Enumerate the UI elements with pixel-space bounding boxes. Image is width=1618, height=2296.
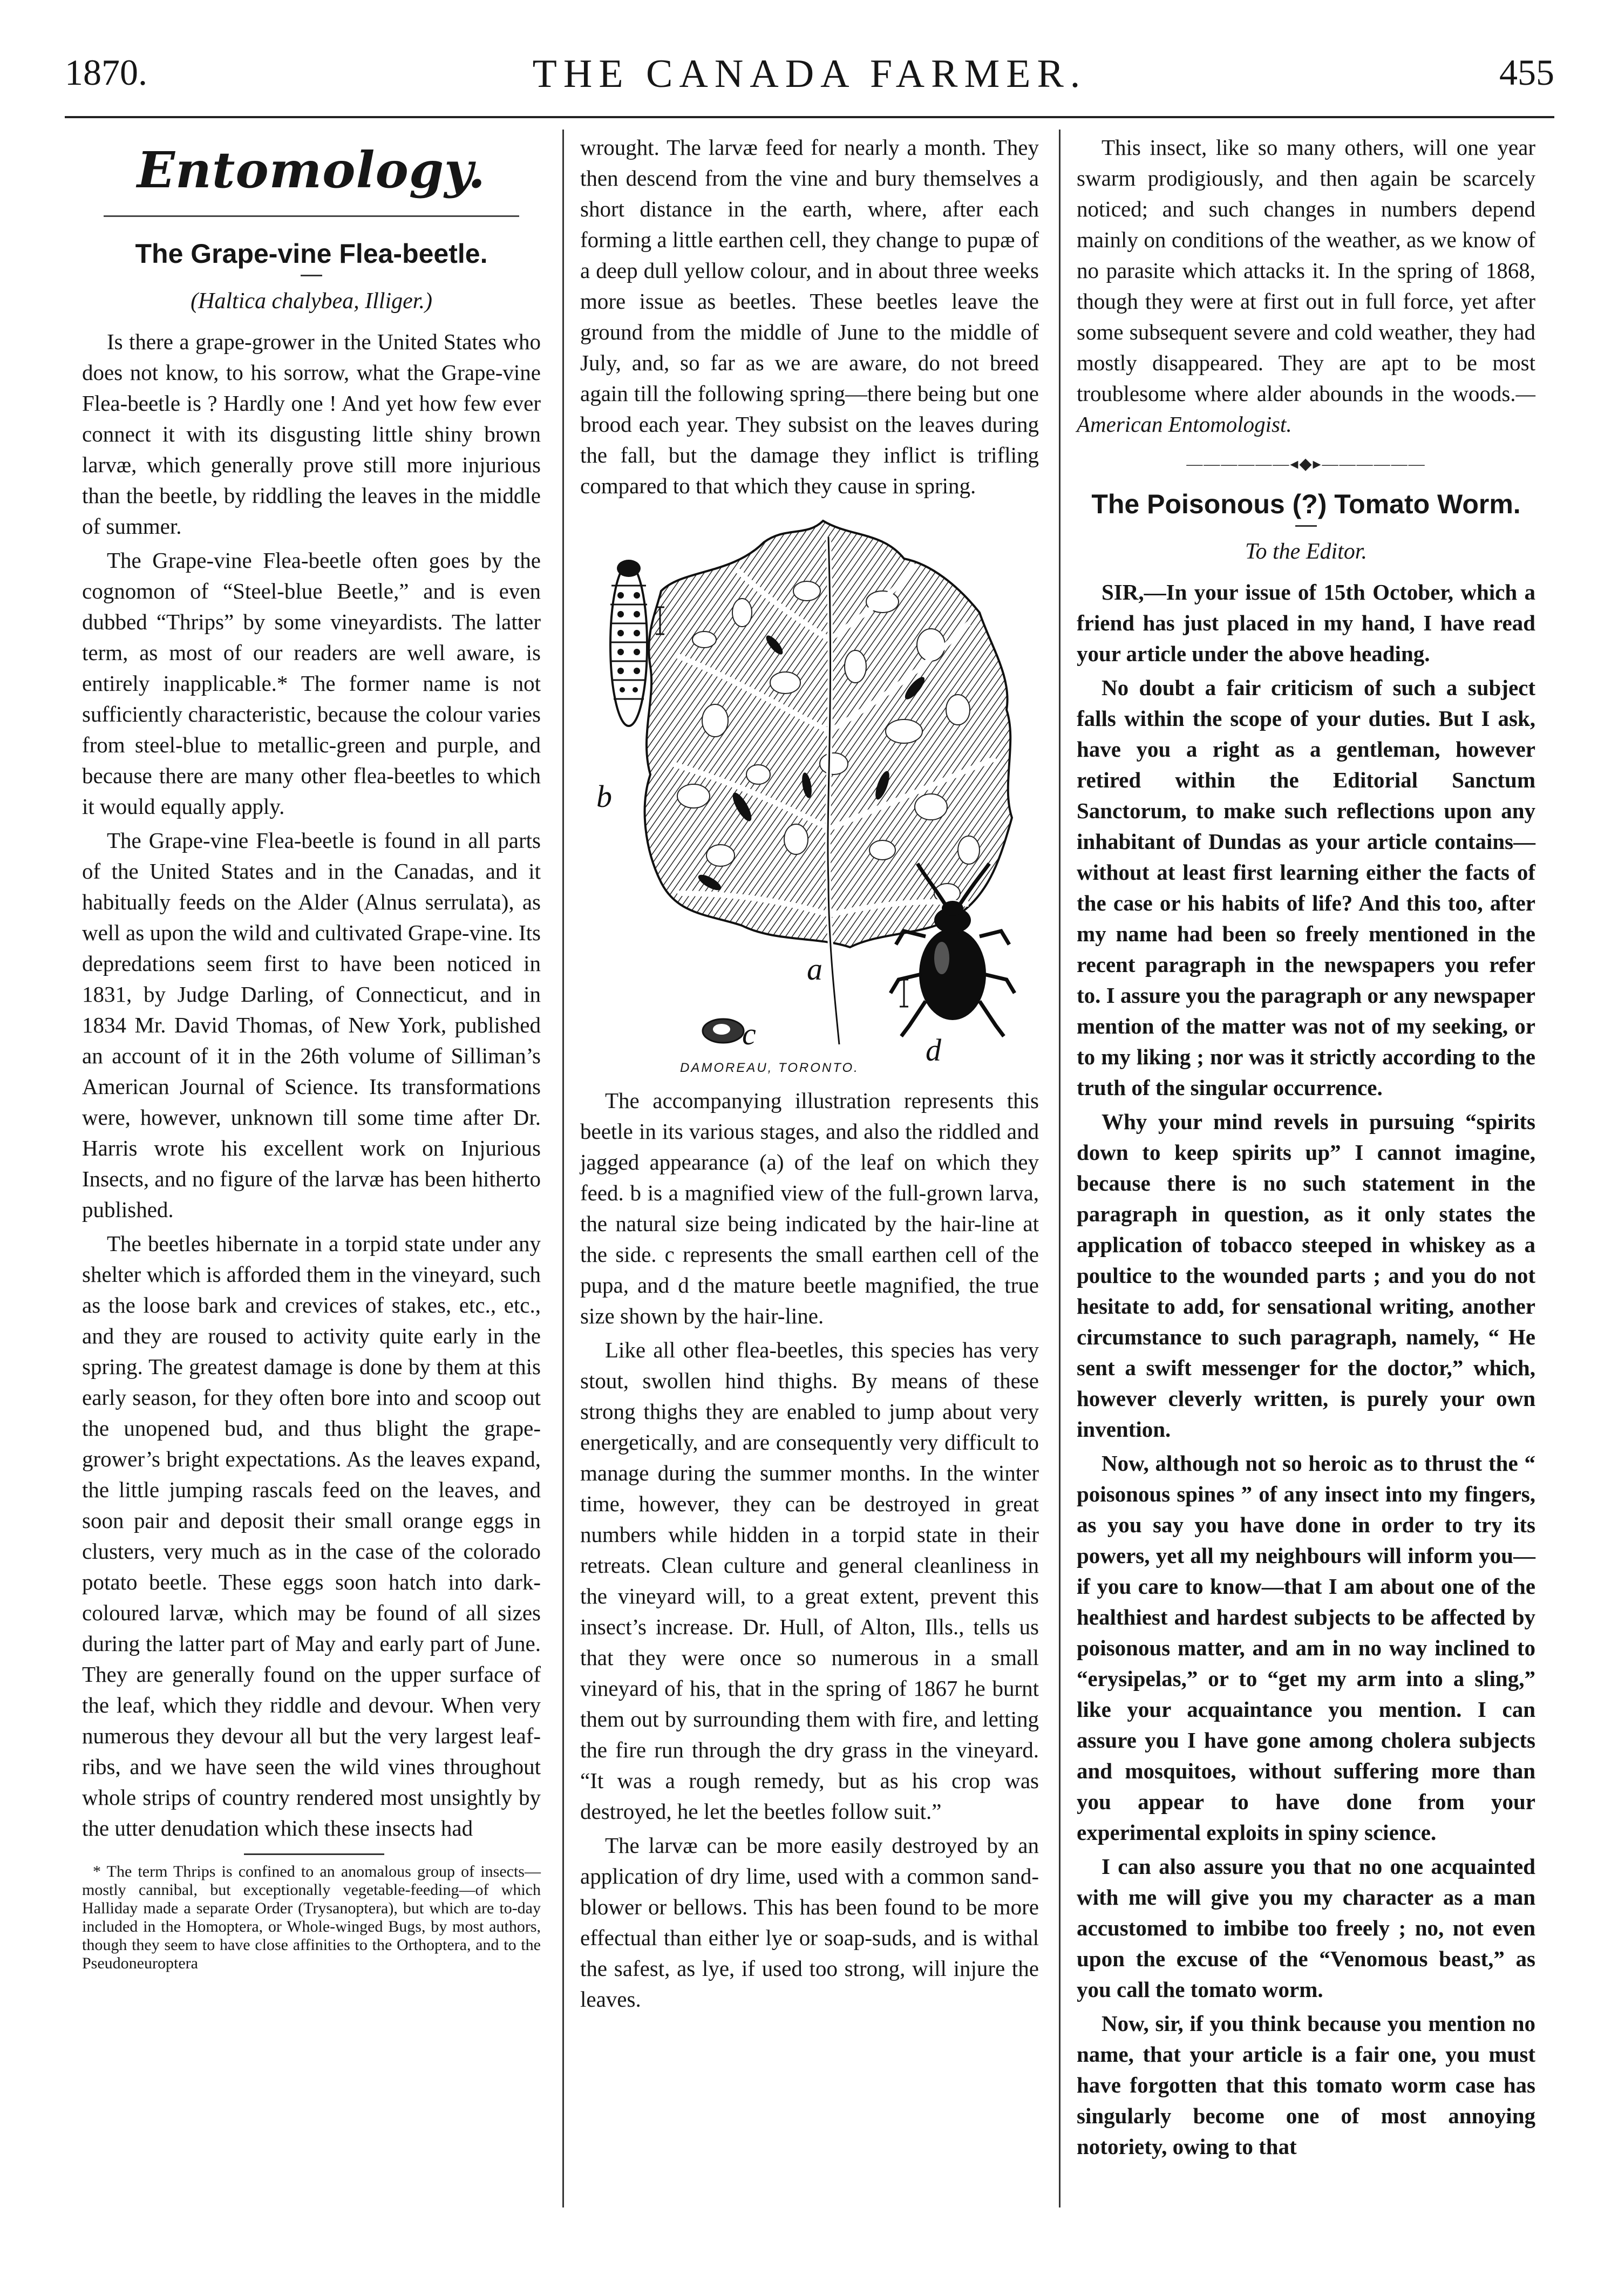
footnote-rule [244, 1853, 384, 1855]
section-ornament: ——————◂◆▸—————— [1186, 455, 1426, 473]
engraver-credit: DAMOREAU, TORONTO. [680, 1061, 859, 1075]
header-year: 1870. [65, 52, 147, 93]
leaf-engraving [580, 505, 1039, 1077]
column-divider [1059, 130, 1060, 2207]
paragraph: The Grape-vine Flea-beetle often goes by the cognomon of “Steel-blue Beetle,” and is even dubbed “Thrips” by some vineyardists. The latter term, as most of our readers are well aware, is entirely inapplicable.* The former name is not sufficiently characteristic, because the colour varies from steel-blue to metallic-green and purple, and because there are many other flea-beetles to which it would equally apply. [82, 548, 541, 819]
paragraph: Now, although not so heroic as to thrust the “ poisonous spines ” of any insect into my fingers, as you say you have done in order to try its powers, yet all my neighbours will inform you—if you care to know—that I am about one of the healthiest and hardest subjects to be affected by poisonous matter, and am in no way inclined to “erysipelas,” or to “get my arm into a sling,” like your acquaintance you mention. I can assure you I have gone among cholera subjects and mosquitoes, without suffering more than you appear to have done from your experimental exploits in spiny science. [1077, 1451, 1535, 1845]
paragraph: Why your mind revels in pursuing “spirits down to keep spirits up” I cannot imagine, because there is no such statement in the paragraph in question, as it only states the application of tobacco steeped in whiskey as a poultice to the wounded parts ; and you do not hesitate to add, for sensational writing, another circumstance to such paragraph, namely, “ He sent a swift messenger for the doctor,” which, however cleverly written, is purely your own invention. [1077, 1109, 1535, 1442]
pupa-cell [703, 1019, 744, 1043]
paragraph: Is there a grape-grower in the United States who does not know, to his sorrow, what the Grape-vine Flea-beetle is ? Hardly one ! And yet how few ever connect it with its disgusting little shiny brown larvæ, which generally prove still more injurious than the beetle, by riddling the leaves in the middle of summer. [82, 329, 541, 539]
paragraph: wrought. The larvæ feed for nearly a month. They then descend from the vine and bury themselves a short distance in the earth, where, after each forming a little earthen cell, they change to pupæ of a deep dull yellow colour, and in about three weeks more issue as beetles. These beetles leave the ground from the middle of June to the middle of July, and, so far as we are aware, do not breed again till the following spring—there being but one brood each year. They subsist on the leaves during the fall, but the damage they inflict is trifling compared to that which they cause in spring. [580, 135, 1039, 498]
paragraph [1077, 132, 1535, 440]
figure-label-a: a [807, 952, 822, 987]
page-number: 455 [1499, 52, 1554, 93]
paragraph: The larvæ can be more easily destroyed by an application of dry lime, used with a common sand-blower or bellows. This has been found to be more effectual than either lye or soap-suds, and is withal the safest, as lye, if used too strong, will injure the leaves. [580, 1833, 1039, 2012]
paragraph: Like all other flea-beetles, this species has very stout, swollen hind thighs. By means of these strong thighs they are enabled to jump about very energetically, and are consequently very difficult to manage during the summer months. In the winter time, however, they can be destroyed in great numbers while hidden in a torpid state in their retreats. Clean culture and general cleanliness in the vineyard will, to a great extent, prevent this insect’s increase. Dr. Hull, of Alton, Ills., tells us that they were once so numerous in a small vineyard of his, that in the spring of 1867 he burnt them out by surrounding them with fire, and letting the fire run through the dry grass in the vineyard. “It was a rough remedy, but as his crop was destroyed, he let the beetles follow suit.” [580, 1337, 1039, 1824]
page-header [65, 51, 1554, 116]
article-subtitle: To the Editor. [1245, 539, 1367, 564]
title-dash [1295, 525, 1317, 527]
figure-label-b: b [596, 779, 612, 814]
paragraph: Now, sir, if you think because you mention no name, that your article is a fair one, you must have forgotten that this tomato worm case has singularly become one of most annoying notoriety, owing to that [1077, 2011, 1535, 2159]
article-source: —American Entomologist. [1077, 381, 1535, 437]
column-2 [580, 132, 1039, 2018]
beetle-illustration [580, 505, 1039, 1077]
header-rule [65, 116, 1554, 118]
article-title: The Poisonous (?) Tomato Worm. [1091, 489, 1521, 519]
section-rule [104, 215, 519, 217]
column-divider [562, 130, 564, 2207]
paragraph: SIR,—In your issue of 15th October, which a friend has just placed in my hand, I have read your article under the above heading. [1077, 580, 1535, 666]
newspaper-title: THE CANADA FARMER. [532, 52, 1087, 96]
paragraph: The beetles hibernate in a torpid state under any shelter which is afforded them in the vineyard, such as the loose bark and crevices of stakes, etc., etc., and they are roused to activity quite early in the spring. The greatest damage is done by them at this early season, for they often bore into and scoop out the unopened bud, and thus blight the grape-grower’s bright expectations. As the leaves expand, the little jumping rascals feed on the leaves, and soon pair and deposit their small orange eggs in clusters, very much as in the case of the colorado potato beetle. These eggs soon hatch into dark-coloured larvæ, which may be found of all sizes during the latter part of May and early part of June. They are generally found on the upper surface of the leaf, which they riddle and devour. When very numerous they devour all but the very largest leaf-ribs, and we have seen the wild vines throughout whole strips of country rendered most unsightly by the utter denudation which these insects had [82, 1231, 541, 1840]
figure-label-c: c [742, 1016, 756, 1051]
letter-body [1077, 577, 1535, 2162]
title-dash [301, 275, 322, 276]
footnote: * The term Thrips is confined to an anomalous group of insects—mostly cannibal, but exceptionally vegetable-feeding—of which Halliday made a separate Order (Trysanoptera), but which are to-day included in the Homoptera, or Whole-winged Bugs, by most authors, though they seem to have close affinities to the Orthoptera, and to the Pseudoneuroptera [82, 1863, 541, 1972]
paragraph: I can also assure you that no one acquainted with me will give you my character as a man accustomed to imbibe too freely ; no, not even upon the excuse of the “Venomous beast,” as you call the tomato worm. [1077, 1854, 1535, 2002]
article-subtitle: (Haltica chalybea, Illiger.) [191, 289, 432, 314]
paragraph-text: This insect, like so many others, will one year swarm prodigiously, and then again be scarcely noticed; and such changes in numbers depend mainly on conditions of the weather, as we know of no parasite which attacks it. In the spring of 1868, though they were at first out in full force, yet after some subsequent severe and cold weather, they had mostly disappeared. They are apt to be most troublesome where alder abounds in the woods. [1077, 135, 1535, 406]
paragraph: The Grape-vine Flea-beetle is found in all parts of the United States and in the Canadas, and it habitually feeds on the Alder (Alnus serrulata), as well as upon the wild and cultivated Grape-vine. Its depredations seem first to have been noticed in 1831, by Judge Darling, of Connecticut, and in 1834 Mr. David Thomas, of New York, published an account of it in the 26th volume of Silliman’s American Journal of Science. Its transformations were, however, unknown till some time after Dr. Harris wrote his excellent work on Injurious Insects, and no figure of the larvæ has been hitherto published. [82, 828, 541, 1222]
column-1 [82, 132, 541, 1973]
column-3 [1077, 132, 1535, 2165]
paragraph: No doubt a fair criticism of such a subject falls within the scope of your duties. But I ask, have you a right as a gentleman, however retired within the Editorial Sanctum Sanctorum, to make such reflections upon any inhabitant of Dundas as your article contains—without at least first learning either the facts of the case or his habits of life? And this too, after my name had been so freely mentioned in the recent paragraph in the newspapers you refer to. I assure you the paragraph or any newspaper mention of the matter was not of my seeking, or to my liking ; nor was it strictly according to the truth of the singular occurrence. [1077, 675, 1535, 1100]
section-heading: Entomology. [137, 141, 486, 199]
figure-label-d: d [926, 1032, 941, 1068]
article-title: The Grape-vine Flea-beetle. [135, 239, 488, 269]
paragraph: The accompanying illustration represents this beetle in its various stages, and also the riddled and jagged appearance (a) of the leaf on which they feed. b is a magnified view of the full-grown larva, the natural size being indicated by the hair-line at the side. c represents the small earthen cell of the pupa, and d the mature beetle magnified, the true size shown by the hair-line. [580, 1088, 1039, 1328]
